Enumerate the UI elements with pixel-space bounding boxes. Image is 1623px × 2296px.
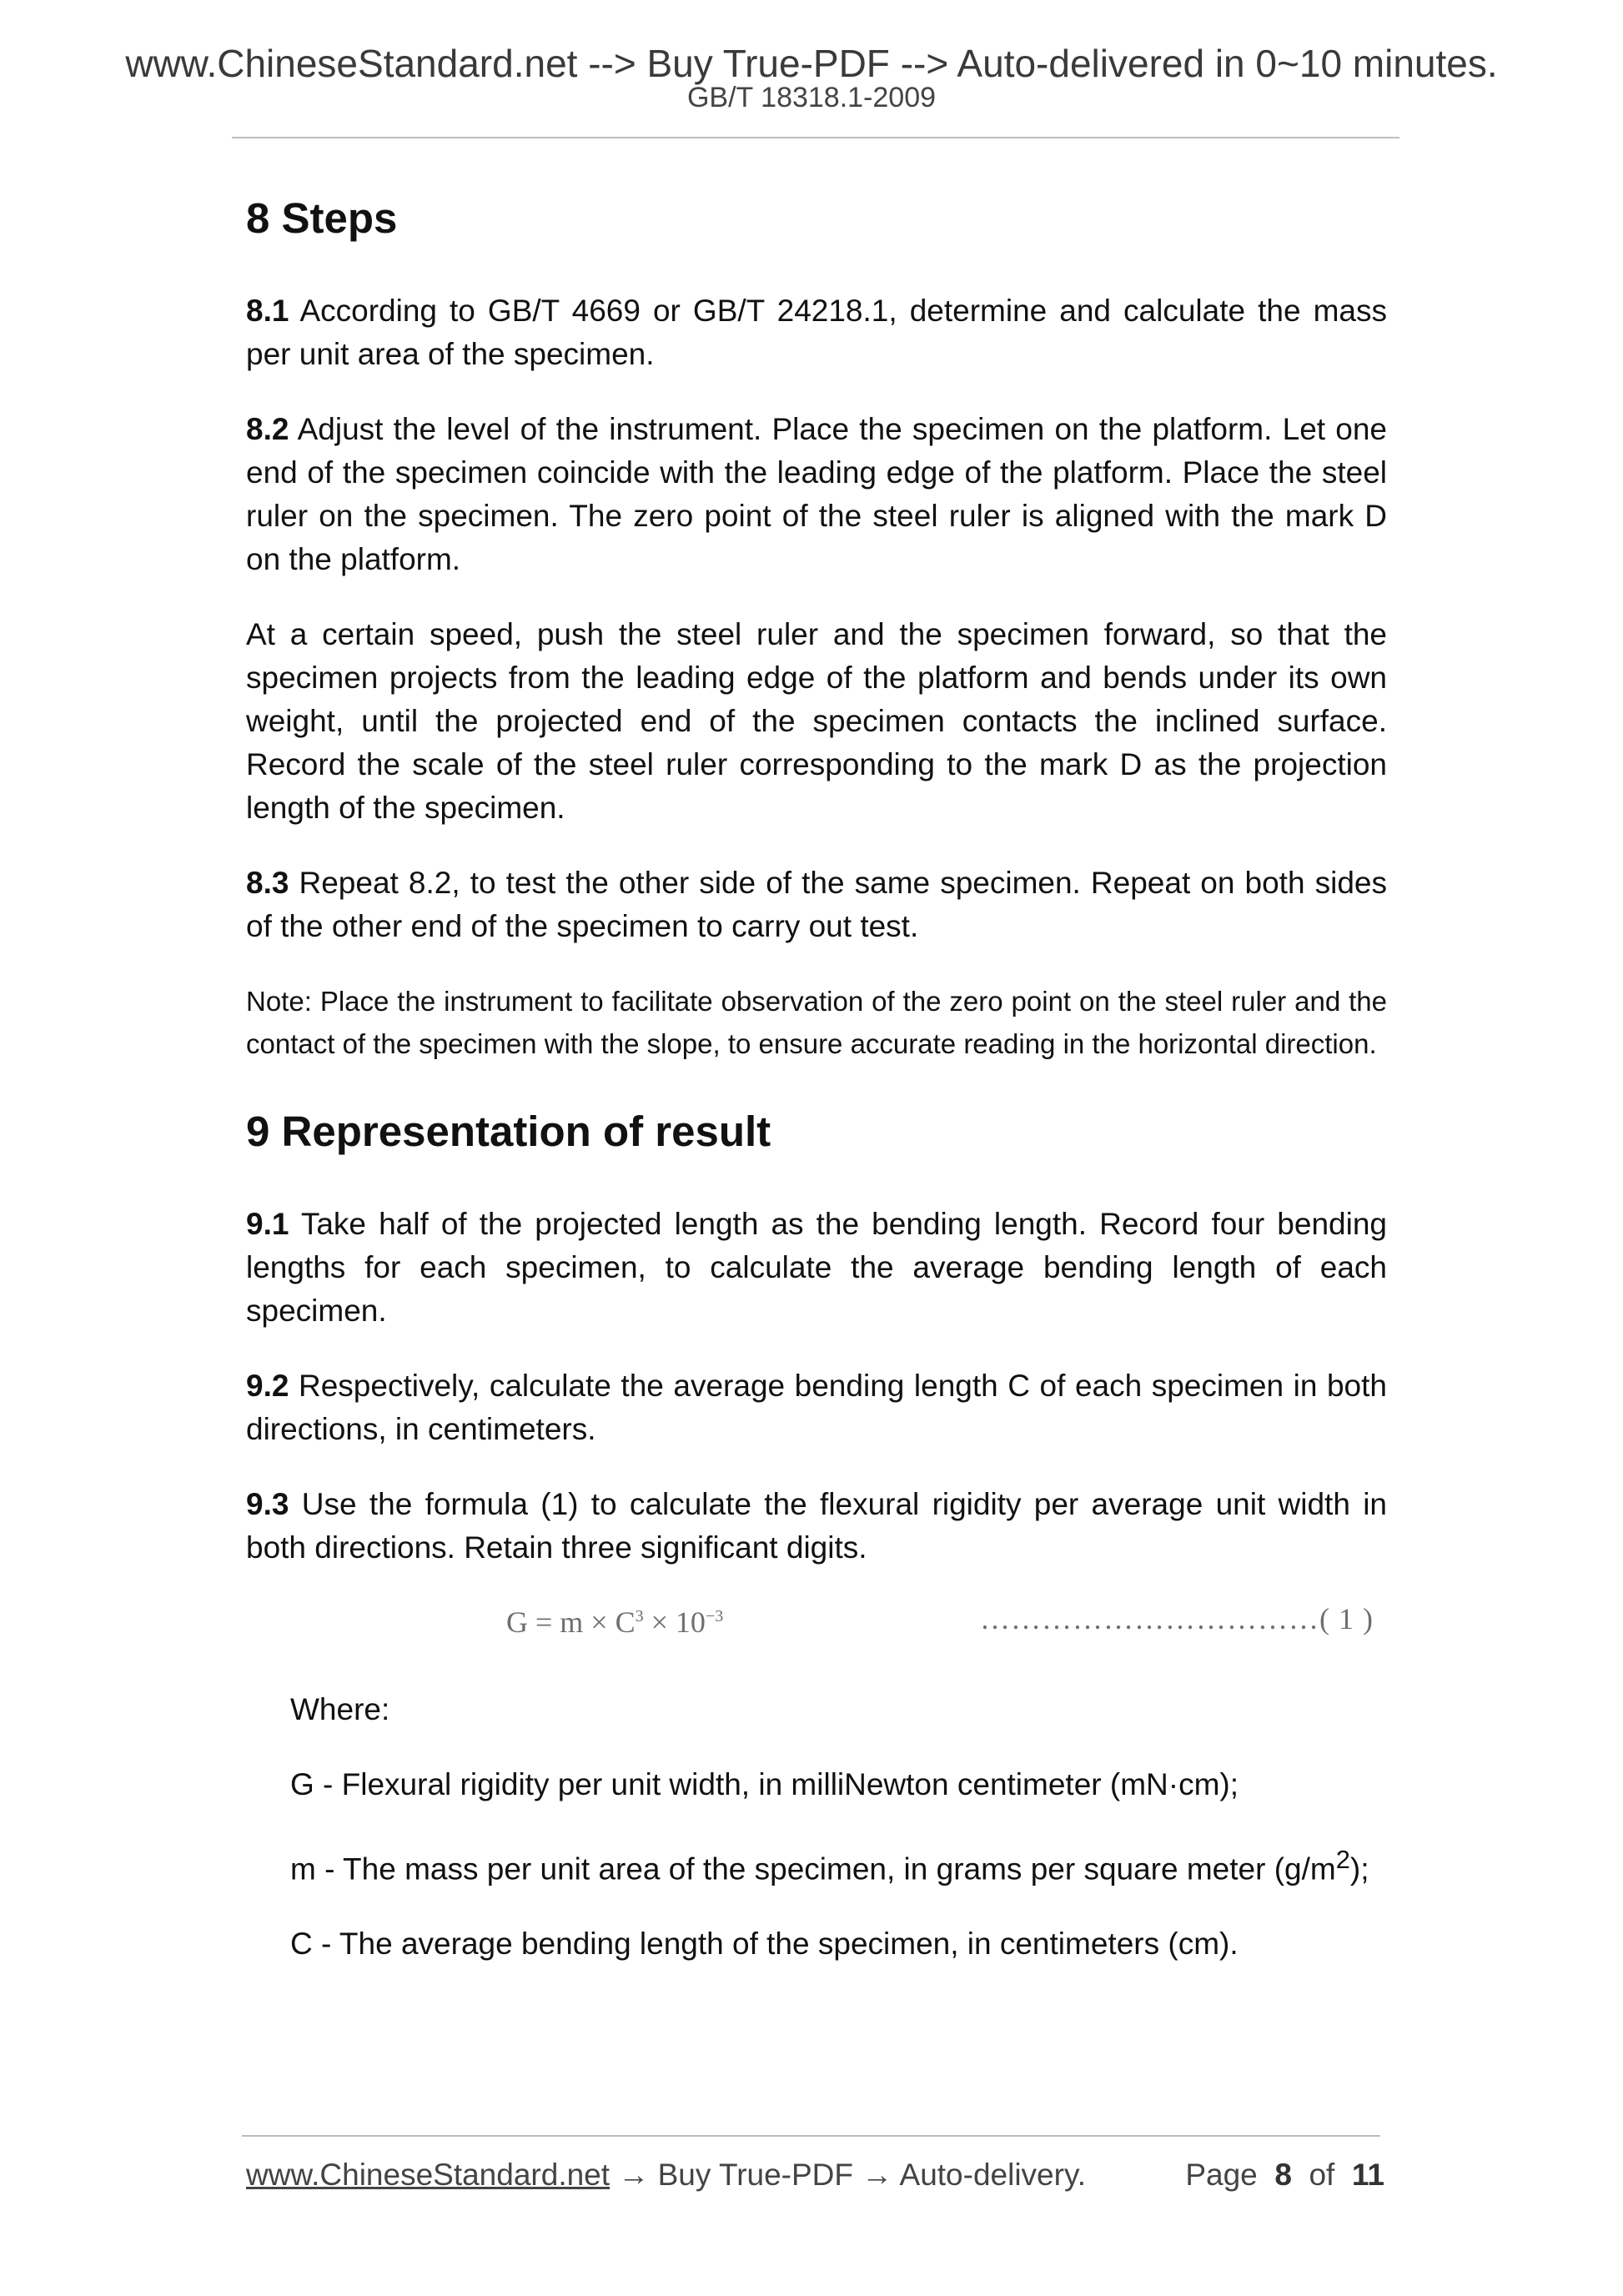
paragraph-8-2 xyxy=(246,408,1387,581)
paragraph-8-1 xyxy=(246,289,1387,376)
section-8-title: 8 Steps xyxy=(246,194,398,242)
footer-divider xyxy=(242,2135,1380,2137)
footer-text: → Buy True-PDF → Auto-delivery. xyxy=(610,2158,1086,2192)
paragraph-text: Take half of the projected length as the bending length. Record four bending lengths for each specimen, to calculate the average bending length of each specimen. xyxy=(246,1207,1387,1328)
document-id: GB/T 18318.1-2009 xyxy=(686,82,937,113)
formula-leader xyxy=(980,1601,1374,1636)
definition-g: G - Flexural rigidity per unit width, in milliNewton centimeter (mN·cm); xyxy=(290,1767,1239,1801)
where-label: Where: xyxy=(290,1692,390,1726)
paragraph-8-3 xyxy=(246,862,1387,948)
paragraph-text: Repeat 8.2, to test the other side of the same specimen. Repeat on both sides of the other end of the specimen to carry out test. xyxy=(246,866,1387,943)
top-banner: www.ChineseStandard.net --> Buy True-PDF --> Auto-delivered in 0~10 minutes. xyxy=(125,42,1498,85)
formula-number: ( 1 ) xyxy=(1319,1602,1374,1635)
paragraph-8-2-continued: At a certain speed, push the steel ruler and the specimen forward, so that the specimen projects from the leading edge of the platform and bends under its own weight, until the projected end of the specimen contacts the inclined surface. Record the scale of the steel ruler corresponding to the mark D as the projection length of the specimen. xyxy=(246,617,1387,825)
formula-expression xyxy=(506,1605,723,1640)
definition-text: m - The mass per unit area of the specimen, in grams per square meter (g/m xyxy=(290,1851,1336,1887)
paragraph-text: Use the formula (1) to calculate the flexural rigidity per average unit width in both directions. Retain three significant digits. xyxy=(246,1487,1387,1565)
clause-number: 9.3 xyxy=(246,1487,289,1521)
paragraph-text: Adjust the level of the instrument. Place the specimen on the platform. Let one end of the specimen coincide with the leading edge of the platform. Place the steel ruler on the specimen. The zero point of the steel ruler is aligned with the mark D on the platform. xyxy=(246,412,1387,576)
note: Note: Place the instrument to facilitate observation of the zero point on the steel ruler and the contact of the specimen with the slope, to ensure accurate reading in the horizontal direction. xyxy=(246,986,1387,1059)
header-divider xyxy=(232,137,1399,138)
definition-text-end: ); xyxy=(1349,1851,1369,1887)
footer xyxy=(246,2157,1384,2193)
definition-c: C - The average bending length of the specimen, in centimeters (cm). xyxy=(290,1927,1239,1962)
formula-exponent: −3 xyxy=(705,1607,724,1625)
page-number: 8 xyxy=(1274,2158,1292,2192)
page-label: Page xyxy=(1185,2158,1258,2192)
footer-site-link[interactable]: www.ChineseStandard.net xyxy=(246,2158,611,2192)
page-content xyxy=(246,183,1387,1997)
clause-number: 8.2 xyxy=(246,412,289,446)
clause-number: 9.2 xyxy=(246,1369,289,1403)
clause-number: 9.1 xyxy=(246,1207,289,1241)
paragraph-9-2 xyxy=(246,1364,1387,1451)
paragraph-9-3 xyxy=(246,1483,1387,1570)
clause-number: 8.3 xyxy=(246,866,289,900)
definition-m xyxy=(246,1838,1387,1891)
paragraph-9-1 xyxy=(246,1203,1387,1333)
formula-exponent: 3 xyxy=(635,1607,644,1625)
paragraph-text: Respectively, calculate the average bending length C of each specimen in both directions, in centimeters. xyxy=(246,1369,1387,1446)
section-9-title: 9 Representation of result xyxy=(246,1108,771,1155)
formula-mid: × 10 xyxy=(643,1605,706,1639)
page-total: 11 xyxy=(1351,2158,1384,2192)
clause-number: 8.1 xyxy=(246,294,289,328)
of-label: of xyxy=(1309,2158,1335,2192)
paragraph-text: According to GB/T 4669 or GB/T 24218.1, determine and calculate the mass per unit area of the specimen. xyxy=(246,294,1387,371)
formula-1 xyxy=(246,1601,1387,1660)
unit-exponent: 2 xyxy=(1335,1845,1350,1874)
formula-lhs: G = m × C xyxy=(506,1605,636,1639)
page-indicator xyxy=(1185,2157,1384,2193)
formula-dots: …………………………… xyxy=(980,1602,1319,1635)
